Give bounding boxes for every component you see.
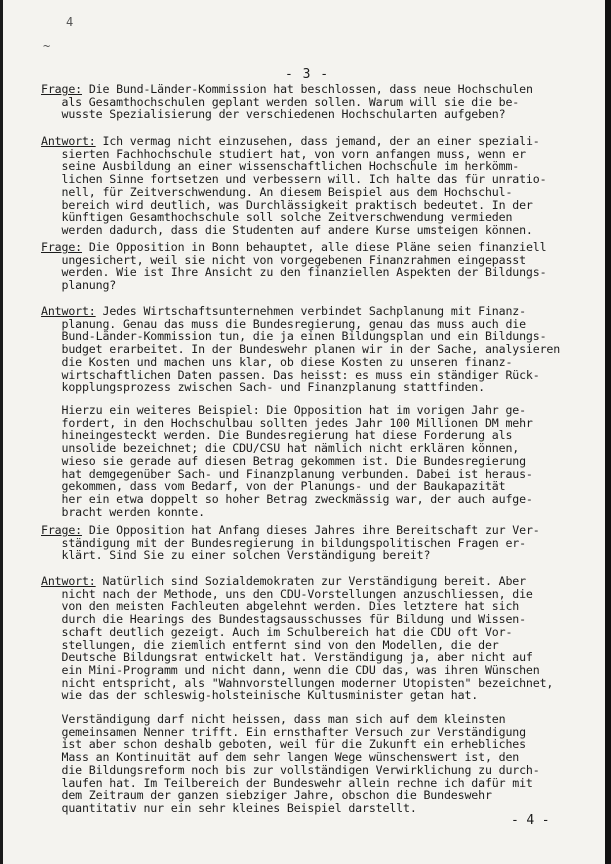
text-line: nicht entspricht, als "Wahnvorstellungen moderner Utopisten" bezeichnet, — [41, 675, 554, 690]
text-line: hineingesteckt werden. Die Bundesregierung hat diese Forderung als — [41, 428, 513, 443]
answer-paragraph — [41, 404, 591, 518]
text-line: Die Opposition hat Anfang dieses Jahres ihre Bereitschaft zur Ver- — [88, 523, 540, 537]
text-line: gemeinsamen Nenner trifft. Ein ernsthafter Versuch zur Verständigung — [41, 724, 526, 739]
text-line: schaft deutlich gezeigt. Auch im Schulbereich hat die CDU oft Vor- — [41, 624, 513, 639]
handwritten-mark: ~ — [43, 39, 51, 53]
answer-block — [41, 135, 591, 237]
text-line: als Gesamthochschulen geplant werden sollen. Warum will sie die be- — [41, 94, 520, 109]
text-line: künftigen Gesamthochschule soll solche Zeitverschwendung vermieden — [41, 210, 513, 225]
text-line: werden dadurch, dass die Studenten auf andere Kurse umsteigen können. — [41, 222, 533, 237]
answer-block — [41, 305, 591, 394]
text-line: Die Opposition in Bonn behauptet, alle diese Pläne seien finanziell — [88, 240, 547, 254]
text-line: hat demgegenüber Sach- und Finanzplanung verbunden. Dabei ist heraus- — [41, 466, 533, 481]
text-line: seine Ausbildung an einer wissenschaftlichen Hochschule im herkömm- — [41, 159, 520, 174]
text-line: klärt. Sind Sie zu einer solchen Verständigung bereit? — [41, 548, 431, 563]
question-label: Frage: — [41, 240, 82, 254]
text-line: nicht nach der Methode, uns den CDU-Vorstellungen anzuschliessen, die — [41, 586, 533, 601]
text-line: Jedes Wirtschaftsunternehmen verbindet Sachplanung mit Finanz- — [102, 304, 526, 318]
text-line: fordert, in den Hochschulbau sollten jedes Jahr 100 Millionen DM mehr — [41, 415, 533, 430]
text-line: Hierzu ein weiteres Beispiel: Die Opposition hat im vorigen Jahr ge- — [41, 403, 526, 417]
question-label: Frage: — [41, 82, 82, 96]
text-line: ein Mini-Programm und nicht dann, wenn die CDU das, was ihren Wünschen — [41, 662, 540, 677]
answer-label: Antwort: — [41, 574, 96, 588]
page-number: - 3 - — [285, 67, 330, 82]
text-line: lichen Sinne fortsetzen und verbessern will. Ich halte das für unratio- — [41, 172, 547, 187]
text-line: Die Bund-Länder-Kommission hat beschlossen, dass neue Hochschulen — [88, 82, 533, 96]
answer-block — [41, 575, 591, 702]
text-line: planung. Genau das muss die Bundesregierung, genau das muss auch die — [41, 316, 526, 331]
handwritten-mark: 4 — [66, 15, 74, 29]
answer-label: Antwort: — [41, 304, 96, 318]
text-line: wieso sie gerade auf diesen Betrag gekommen ist. Die Bundesregierung — [41, 453, 526, 468]
text-line: Verständigung darf nicht heissen, dass man sich auf dem kleinsten — [41, 712, 506, 726]
text-line: budget erarbeitet. In der Bundeswehr planen wir in der Sache, analysieren — [41, 342, 561, 357]
text-line: Natürlich sind Sozialdemokraten zur Verständigung bereit. Aber — [102, 574, 526, 588]
text-line: dem Zeitraum der ganzen siebziger Jahre, obschon die Bundeswehr — [41, 788, 492, 803]
question-block — [41, 241, 591, 292]
text-line: ungesichert, weil sie nicht von vorgegebenen Finanzrahmen eingepasst — [41, 252, 526, 267]
text-line: laufen hat. Im Teilbereich der Bundeswehr allein rechne ich dafür mit — [41, 775, 533, 790]
text-line: unsolide bezeichnet; die CDU/CSU hat nämlich nicht erklären können, — [41, 441, 520, 456]
text-line: her ein etwa doppelt so hoher Betrag zweckmässig war, der auch aufge- — [41, 491, 533, 506]
question-block — [41, 83, 591, 121]
text-line: ist aber schon deshalb geboten, weil für die Zukunft ein erhebliches — [41, 737, 526, 752]
text-line: sierten Fachhochschule studiert hat, von vorn anfangen muss, wenn er — [41, 146, 526, 161]
next-page-marker: - 4 - — [511, 813, 550, 828]
text-line: planung? — [41, 278, 117, 293]
text-line: ständigung mit der Bundesregierung in bildungspolitischen Fragen er- — [41, 535, 526, 550]
text-line: wie das der schleswig-holsteinische Kultusminister getan hat. — [41, 688, 479, 703]
text-line: die Kosten und machen uns klar, ob diese Kosten zu unseren finanz- — [41, 354, 513, 369]
text-line: bracht werden konnte. — [41, 504, 205, 519]
text-line: Deutsche Bildungsrat entwickelt hat. Verständigung ja, aber nicht auf — [41, 650, 533, 665]
text-line: wusste Spezialisierung der verschiedenen Hochschularten aufgeben? — [41, 107, 506, 122]
text-line: Bund-Länder-Kommission tun, die ja einen Bildungsplan und ein Bildungs- — [41, 329, 547, 344]
text-line: wirtschaftlichen Daten passen. Das heisst: es muss ein ständiger Rück- — [41, 367, 540, 382]
text-line: stellungen, die ziemlich entfernt sind von den Modellen, die der — [41, 637, 499, 652]
question-label: Frage: — [41, 523, 82, 537]
answer-paragraph — [41, 713, 591, 815]
text-line: quantitativ nur ein sehr kleines Beispiel darstellt. — [41, 800, 417, 815]
text-line: werden. Wie ist Ihre Ansicht zu den finanziellen Aspekten der Bildungs- — [41, 265, 547, 280]
text-line: Ich vermag nicht einzusehen, dass jemand, der an einer speziali- — [102, 134, 540, 148]
text-line: bereich wird deutlich, was Durchlässigkeit praktisch bedeutet. In der — [41, 197, 533, 212]
text-line: durch die Hearings des Bundestagsausschusses für Bildung und Wissen- — [41, 612, 526, 627]
text-line: die Bildungsreform noch bis zur vollständigen Verwirklichung zu durch- — [41, 762, 540, 777]
text-line: Mass an Kontinuität auf dem sehr langen Wege wünschenswert ist, den — [41, 750, 520, 765]
question-block — [41, 524, 591, 562]
answer-label: Antwort: — [41, 134, 96, 148]
text-line: gekommen, dass vom Bedarf, von der Planungs- und der Baukapazität — [41, 479, 506, 494]
text-line: kopplungsprozess zwischen Sach- und Finanzplanung stattfinden. — [41, 380, 485, 395]
text-line: nell, für Zeitverschwendung. An diesem Beispiel aus dem Hochschul- — [41, 184, 513, 199]
text-line: von den meisten Fachleuten abgelehnt werden. Dies letztere hat sich — [41, 599, 520, 614]
